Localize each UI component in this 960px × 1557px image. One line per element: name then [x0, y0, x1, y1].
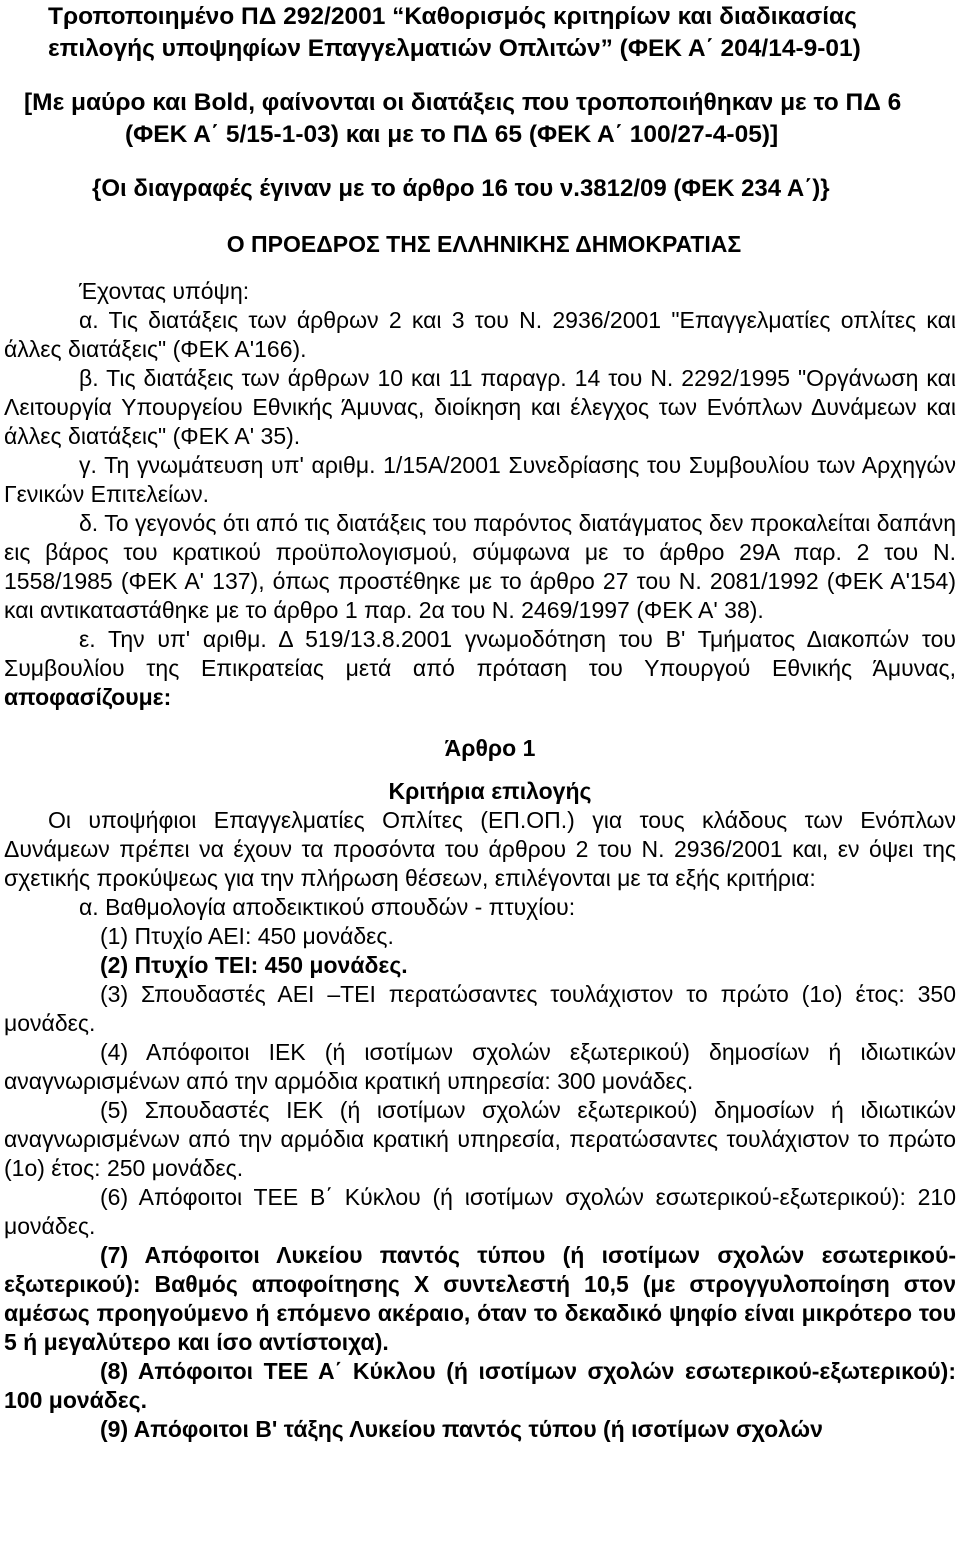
title-line-1: Τροποποιημένο ΠΔ 292/2001 “Καθορισμός κριτηρίων και διαδικασίας — [48, 3, 857, 30]
recital-b: β. Τις διατάξεις των άρθρων 10 και 11 παραγρ. 14 του Ν. 2292/1995 "Οργάνωση και Λειτουργία Υπουργείου Εθνικής Άμυνας, διοίκηση και έλεγχος των Ενόπλων Δυνάμεων και άλλες διατάξεις" (ΦΕΚ Α' 35). — [4, 365, 956, 449]
criterion-item-5: (5) Σπουδαστές ΙΕΚ (ή ισοτίμων σχολών εξωτερικού) δημοσίων ή ιδιωτικών αναγνωρισμένων από την αρμόδια κρατική υπηρεσία, περατώσαντες τουλάχιστον το πρώτο (1ο) έτος: 250 μονάδες. — [4, 1097, 956, 1181]
article-intro: Οι υποψήφιοι Επαγγελματίες Οπλίτες (ΕΠ.ΟΠ.) για τους κλάδους των Ενόπλων Δυνάμεων πρέπει να έχουν τα προσόντα του άρθρου 2 του Ν. 2936/2001 και, εν όψει της σχετικής προκύψεως για την πλήρωση θέσεων, επιλέγονται με τα εξής κριτήρια: — [4, 807, 956, 891]
criterion-a: α. Βαθμολογία αποδεικτικού σπουδών - πτυχίου: — [79, 894, 576, 920]
criterion-item-6: (6) Απόφοιτοι ΤΕΕ Β΄ Κύκλου (ή ισοτίμων σχολών εσωτερικού-εξωτερικού): 210 μονάδες. — [4, 1184, 956, 1239]
amendment-note-line-2: (ΦΕΚ Α΄ 5/15-1-03) και με το ΠΔ 65 (ΦΕΚ Α΄ 100/27-4-05)] — [125, 121, 779, 148]
recital-e-decision: αποφασίζουμε: — [4, 684, 172, 710]
criterion-item-2: (2) Πτυχίο ΤΕΙ: 450 μονάδες. — [100, 952, 408, 978]
recitals — [4, 306, 956, 712]
amendment-note-line-1: [Με μαύρο και Bold, φαίνονται οι διατάξεις που τροποποιήθηκαν με το ΠΔ 6 — [24, 89, 902, 116]
article-title: Άρθρο 1 — [444, 735, 536, 761]
title-line-2: επιλογής υποψηφίων Επαγγελματιών Οπλιτών” (ΦΕΚ Α΄ 204/14-9-01) — [48, 35, 861, 62]
criterion-item-1: (1) Πτυχίο ΑΕΙ: 450 μονάδες. — [100, 923, 394, 949]
article-subtitle: Κριτήρια επιλογής — [388, 778, 592, 804]
having-regard-label: Έχοντας υπόψη: — [79, 278, 250, 304]
criteria-list — [4, 922, 956, 1444]
criterion-item-4: (4) Απόφοιτοι ΙΕΚ (ή ισοτίμων σχολών εξωτερικού) δημοσίων ή ιδιωτικών αναγνωρισμένων από την αρμόδια κρατική υπηρεσία: 300 μονάδες. — [4, 1039, 956, 1094]
recital-a: α. Τις διατάξεις των άρθρων 2 και 3 του Ν. 2936/2001 "Επαγγελματίες οπλίτες και άλλες διατάξεις" (ΦΕΚ Α'166). — [4, 307, 956, 362]
amendment-note — [4, 87, 956, 151]
criterion-item-8: (8) Απόφοιτοι ΤΕΕ Α΄ Κύκλου (ή ισοτίμων σχολών εσωτερικού-εξωτερικού): 100 μονάδες. — [4, 1358, 956, 1413]
president-heading: Ο ΠΡΟΕΔΡΟΣ ΤΗΣ ΕΛΛΗΝΙΚΗΣ ΔΗΜΟΚΡΑΤΙΑΣ — [226, 231, 742, 257]
criterion-item-9: (9) Απόφοιτοι Β' τάξης Λυκείου παντός τύπου (ή ισοτίμων σχολών — [100, 1416, 823, 1442]
recital-c: γ. Τη γνωμάτευση υπ' αριθμ. 1/15Α/2001 Συνεδρίασης του Συμβουλίου των Αρχηγών Γενικών Επιτελείων. — [4, 452, 956, 507]
recital-d: δ. Το γεγονός ότι από τις διατάξεις του παρόντος διατάγματος δεν προκαλείται δαπάνη εις βάρος του κρατικού προϋπολογισμού, σύμφωνα με το άρθρο 29Α παρ. 2 του Ν. 1558/1985 (ΦΕΚ Α' 137), όπως προστέθηκε με το άρθρο 27 του Ν. 2081/1992 (ΦΕΚ Α'154) και αντικαταστάθηκε με το άρθρο 1 παρ. 2α του Ν. 2469/1997 (ΦΕΚ Α' 38). — [4, 510, 956, 623]
deletion-note: {Οι διαγραφές έγιναν με το άρθρο 16 του ν.3812/09 (ΦΕΚ 234 Α΄)} — [92, 175, 830, 202]
recital-e-text: ε. Την υπ' αριθμ. Δ 519/13.8.2001 γνωμοδότηση του Β' Τμήματος Διακοπών του Συμβουλίου της Επικρατείας μετά από πρόταση του Υπουργού Εθνικής Άμυνας, — [4, 626, 956, 681]
criterion-item-7: (7) Απόφοιτοι Λυκείου παντός τύπου (ή ισοτίμων σχολών εσωτερικού-εξωτερικού): Βαθμός αποφοίτησης Χ συντελεστή 10,5 (με στρογγυλοποίηση στον αμέσως προηγούμενο ή επόμενο ακέραιο, όταν το δεκαδικό ψηφίο είναι μικρότερο του 5 ή μεγαλύτερο και ίσο αντίστοιχα). — [4, 1242, 956, 1355]
document-title — [4, 0, 956, 65]
recital-e — [4, 625, 956, 712]
criterion-item-3: (3) Σπουδαστές ΑΕΙ –ΤΕΙ περατώσαντες τουλάχιστον το πρώτο (1ο) έτος: 350 μονάδες. — [4, 981, 956, 1036]
